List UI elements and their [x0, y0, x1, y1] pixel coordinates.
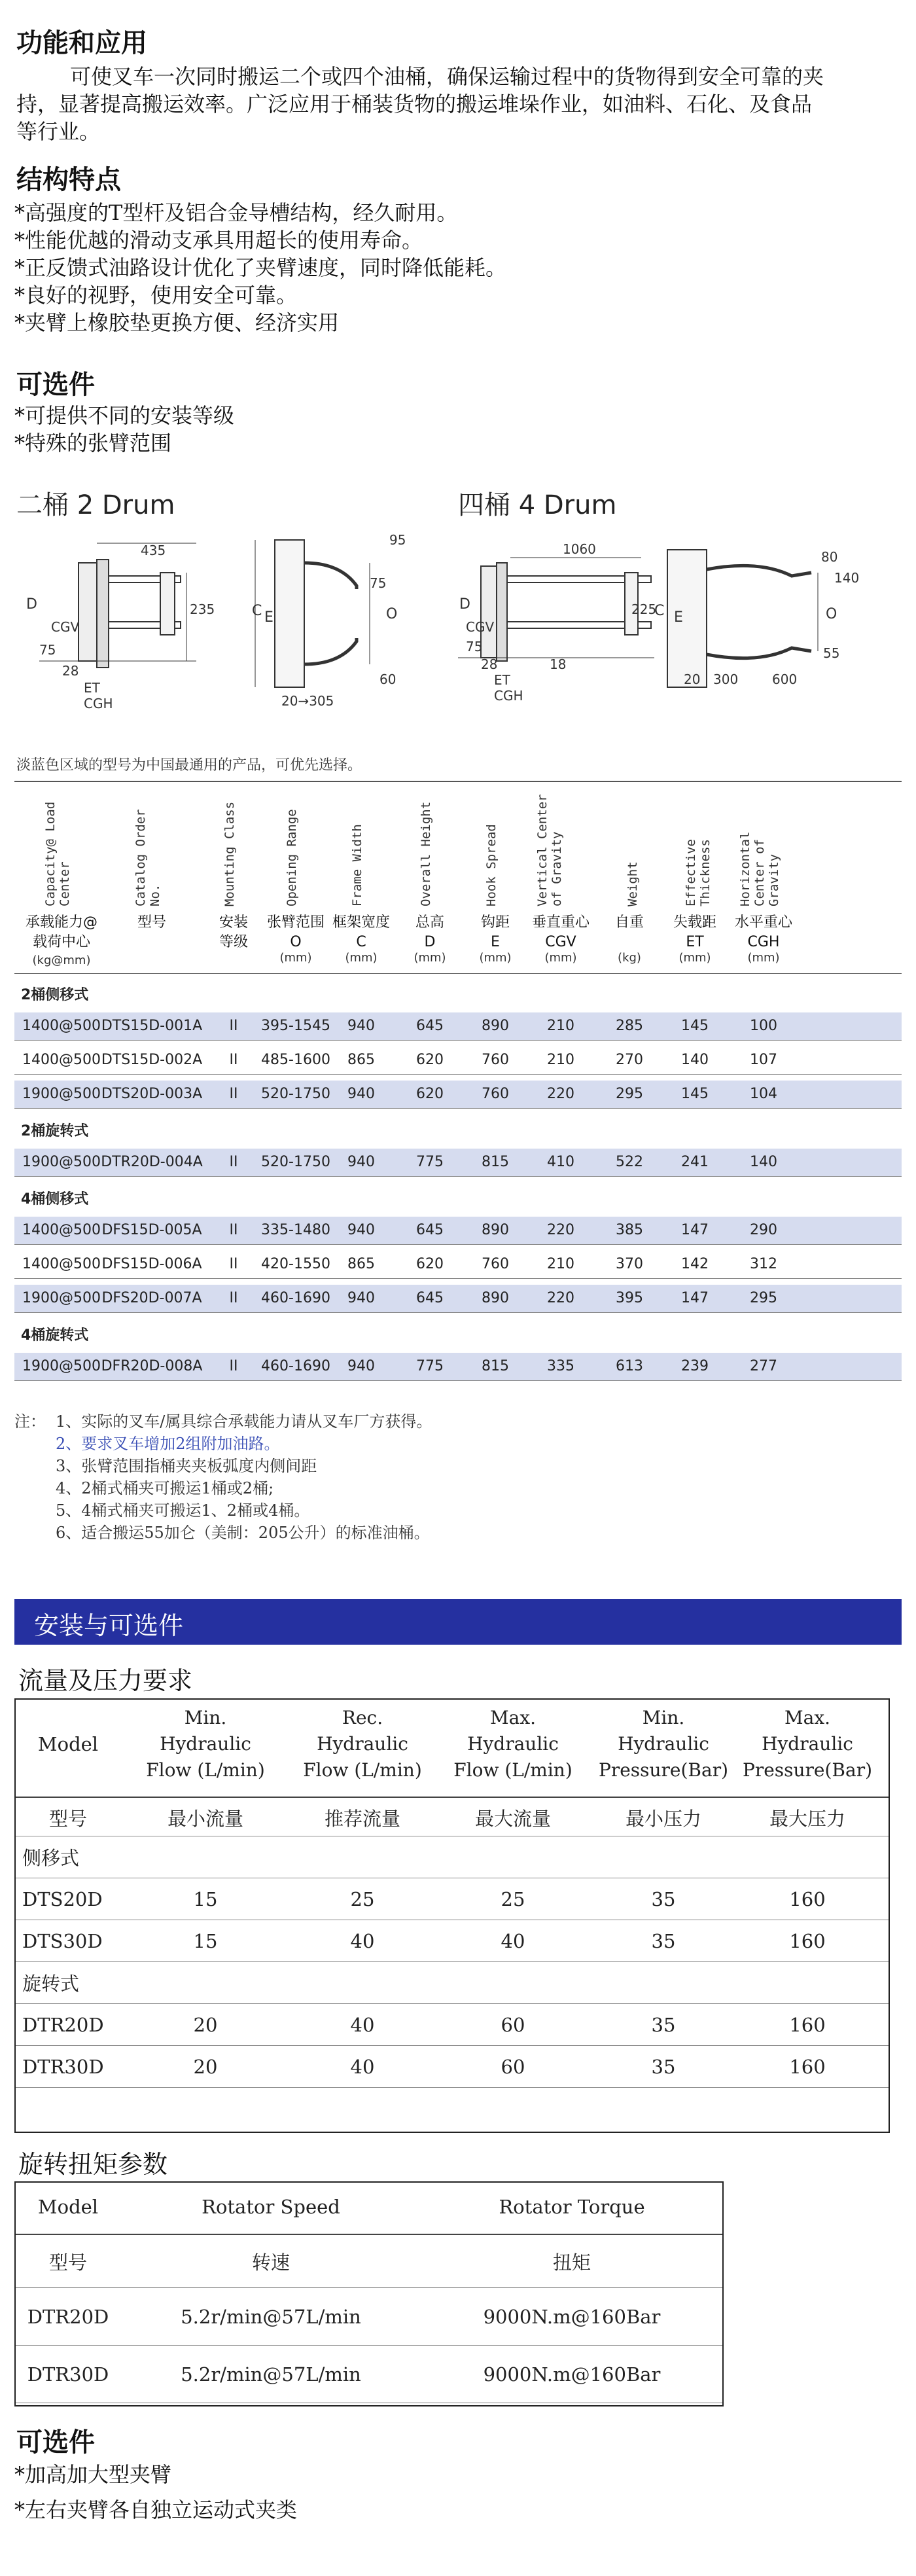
flow-rule [16, 1961, 889, 1962]
spec-cell: 485-1600 [261, 1052, 330, 1068]
torque-cell: DTR20D [27, 2306, 109, 2328]
dim-225: 225 [631, 601, 657, 617]
dim-CGH: CGH [84, 696, 113, 711]
four-drum-front-view [667, 550, 818, 687]
spec-unit: (kg@mm) [32, 954, 91, 967]
spec-group-label: 4桶旋转式 [21, 1327, 89, 1344]
spec-en-header-text: Capacity@ Load Center [43, 801, 72, 906]
torque-rule [16, 2234, 722, 2235]
spec-cell: 760 [482, 1256, 509, 1272]
spec-cell: 620 [416, 1052, 444, 1068]
flow-en-header: Min. Hydraulic Flow (L/min) [146, 1707, 265, 1781]
spec-cell: 100 [750, 1018, 777, 1034]
flow-rule [16, 2087, 889, 2088]
spec-group-label: 2桶旋转式 [21, 1123, 89, 1139]
spec-zh-header: 水平重心 CGH [734, 914, 792, 950]
flow-group-label: 侧移式 [22, 1847, 80, 1869]
spec-cell: 1900@500 [22, 1154, 101, 1170]
spec-cell: 620 [416, 1086, 444, 1102]
section-band-title: 安装与可选件 [34, 1611, 184, 1640]
spec-cell: 460-1690 [261, 1290, 330, 1306]
dim-28: 28 [62, 663, 79, 679]
dim-C-4: C [654, 603, 665, 619]
spec-cell: II [229, 1018, 238, 1034]
spec-header-rule [14, 973, 902, 974]
spec-en-header-text: Catalog Order No. [133, 809, 162, 906]
note-item: 1、实际的叉车/属具综合承载能力请从叉车厂方获得。 [56, 1412, 432, 1431]
spec-cell: 370 [616, 1256, 643, 1272]
spec-cell: 620 [416, 1256, 444, 1272]
spec-cell: II [229, 1290, 238, 1306]
dim-300: 300 [713, 671, 739, 687]
spec-row [14, 1046, 902, 1075]
spec-row [14, 1353, 902, 1381]
spec-cell: II [229, 1358, 238, 1374]
flow-en-header: Model [37, 1733, 99, 1755]
flow-cell: 40 [350, 2014, 375, 2036]
spec-cell: 270 [616, 1052, 643, 1068]
spec-unit: (kg) [618, 951, 641, 965]
spec-en-header-text: Horizontal Center of Gravity [738, 831, 781, 906]
dim-CGH-4: CGH [494, 688, 523, 704]
feature-item: *良好的视野，使用安全可靠。 [14, 283, 298, 308]
note-item: 2、要求叉车增加2组附加油路。 [56, 1435, 280, 1453]
spec-cell: 775 [416, 1154, 444, 1170]
spec-zh-header: 张臂范围 O [266, 914, 325, 950]
spec-zh-header: 总高 D [415, 914, 444, 950]
spec-row [14, 1149, 902, 1177]
dim-ET: ET [84, 680, 100, 696]
spec-cell: II [229, 1154, 238, 1170]
flow-en-header: Rec. Hydraulic Flow (L/min) [303, 1707, 422, 1781]
spec-en-header [414, 782, 453, 906]
spec-cell: 285 [616, 1018, 643, 1034]
flow-cell: 20 [193, 2056, 218, 2078]
flow-title: 流量及压力要求 [18, 1666, 193, 1695]
flow-en-header: Max. Hydraulic Pressure(Bar) [742, 1707, 873, 1781]
spec-group-label: 4桶侧移式 [21, 1191, 89, 1208]
spec-cell: 460-1690 [261, 1358, 330, 1374]
dim-235: 235 [190, 601, 215, 617]
dim-75-4: 75 [466, 639, 483, 654]
spec-cell: 645 [416, 1222, 444, 1238]
spec-unit: (mm) [747, 951, 780, 965]
spec-en-header [678, 782, 718, 906]
dim-O: O [386, 606, 398, 622]
spec-cell: 220 [547, 1086, 574, 1102]
spec-zh-header: 承载能力@ 载荷中心 [25, 914, 97, 950]
spec-cell: DTS20D-003A [101, 1086, 203, 1102]
torque-zh-header: 扭矩 [552, 2251, 591, 2274]
torque-en-header: Rotator Torque [499, 2196, 645, 2218]
spec-cell: 940 [347, 1290, 375, 1306]
spec-cell: 890 [482, 1222, 509, 1238]
note-item: 6、适合搬运55加仑（美制：205公升）的标准油桶。 [56, 1524, 430, 1542]
spec-row [14, 1012, 902, 1041]
spec-cell: 520-1750 [261, 1154, 330, 1170]
spec-cell: 385 [616, 1222, 643, 1238]
spec-cell: 815 [482, 1358, 509, 1374]
spec-en-header-text: Vertical Center of Gravity [535, 794, 564, 906]
spec-zh-header: 自重 [614, 914, 644, 931]
options2-list [14, 2461, 297, 2524]
two-drum-title: 二桶 2 Drum [16, 490, 175, 520]
spec-zh-header: 失载距 ET [673, 914, 716, 950]
spec-cell: DTS15D-002A [101, 1052, 203, 1068]
spec-cell: 815 [482, 1154, 509, 1170]
spec-en-header [135, 782, 175, 906]
dim-O-4: O [826, 606, 837, 622]
flow-cell: 160 [789, 2056, 826, 2078]
spec-cell: 1900@500 [22, 1358, 101, 1374]
spec-cell: 140 [681, 1052, 709, 1068]
flow-en-header: Max. Hydraulic Flow (L/min) [453, 1707, 572, 1781]
dim-28-4: 28 [481, 656, 498, 672]
flow-cell: DTR20D [22, 2014, 104, 2036]
spec-en-header [217, 782, 256, 906]
spec-cell: 210 [547, 1018, 574, 1034]
spec-cell: 142 [681, 1256, 709, 1272]
spec-en-header-text: Weight [625, 861, 640, 906]
flow-cell: DTS30D [22, 1930, 103, 1952]
spec-row [14, 1217, 902, 1245]
flow-cell: 160 [789, 1888, 826, 1910]
spec-unit: (mm) [479, 951, 512, 965]
note-item: 4、2桶式桶夹可搬运1桶或2桶; [56, 1479, 274, 1497]
spec-row [14, 1285, 902, 1313]
flow-rule [16, 1797, 889, 1798]
spec-cell: DFR20D-008A [101, 1358, 203, 1374]
spec-cell: 1900@500 [22, 1290, 101, 1306]
torque-cell: 5.2r/min@57L/min [181, 2363, 361, 2386]
torque-cell: 9000N.m@160Bar [483, 2363, 661, 2386]
technical-drawings [0, 524, 916, 720]
intro-line: 可使叉车一次同时搬运二个或四个油桶，确保运输过程中的货物得到安全可靠的夹 [70, 64, 824, 89]
spec-cell: 1400@500 [22, 1052, 101, 1068]
torque-cell: DTR30D [27, 2363, 109, 2386]
torque-zh-header: 型号 [48, 2251, 87, 2274]
spec-cell: 147 [681, 1290, 709, 1306]
note-item: 5、4桶式桶夹可搬运1、2桶或4桶。 [56, 1501, 310, 1520]
option2-item: *左右夹臂各自独立运动式夹类 [14, 2497, 298, 2522]
spec-cell: 395-1545 [261, 1018, 330, 1034]
dim-55: 55 [823, 645, 840, 661]
spec-cell: 107 [750, 1052, 777, 1068]
spec-cell: 940 [347, 1358, 375, 1374]
flow-zh-header: 推荐流量 [324, 1808, 400, 1830]
spec-cell: 1900@500 [22, 1086, 101, 1102]
spec-cell: 210 [547, 1256, 574, 1272]
spec-cell: 940 [347, 1086, 375, 1102]
dim-1060: 1060 [563, 541, 596, 557]
feature-item: *正反馈式油路设计优化了夹臂速度，同时降低能耗。 [14, 255, 507, 280]
spec-cell: 277 [750, 1358, 777, 1374]
spec-cell: 522 [616, 1154, 643, 1170]
spec-cell: 147 [681, 1222, 709, 1238]
flow-rule [16, 2003, 889, 2004]
torque-cell: 5.2r/min@57L/min [181, 2306, 361, 2328]
option-item: *可提供不同的安装等级 [14, 403, 235, 428]
spec-zh-header: 型号 [137, 914, 166, 931]
flow-zh-header: 最大流量 [474, 1808, 551, 1830]
spec-cell: 890 [482, 1290, 509, 1306]
dim-CGV-4: CGV [466, 619, 495, 635]
spec-cell: 145 [681, 1018, 709, 1034]
dim-D-4: D [459, 596, 470, 613]
spec-en-header-text: Mounting Class [222, 801, 237, 906]
flow-zh-header: 最大压力 [769, 1808, 845, 1830]
spec-cell: 395 [616, 1290, 643, 1306]
dim-20-305: 20→305 [281, 693, 334, 709]
torque-cell: 9000N.m@160Bar [483, 2306, 661, 2328]
spec-en-header-text: Frame Width [350, 824, 364, 906]
flow-cell: 35 [651, 1888, 676, 1910]
dim-E-4: E [674, 609, 683, 626]
notes-label: 注： [14, 1412, 46, 1431]
intro-line: 等行业。 [16, 119, 101, 144]
flow-en-header: Min. Hydraulic Pressure(Bar) [598, 1707, 729, 1781]
spec-cell: II [229, 1052, 238, 1068]
flow-cell: 35 [651, 1930, 676, 1952]
flow-cell: 25 [350, 1888, 375, 1910]
options-title: 可选件 [16, 370, 95, 400]
spec-en-header-text: Opening Range [285, 809, 299, 906]
torque-zh-header: 转速 [251, 2251, 290, 2274]
spec-en-header [613, 782, 652, 906]
spec-en-header [279, 782, 319, 906]
spec-en-header [738, 782, 786, 906]
options2-title: 可选件 [16, 2427, 95, 2458]
spec-unit: (mm) [544, 951, 577, 965]
spec-cell: DFS15D-006A [101, 1256, 202, 1272]
flow-cell: DTR30D [22, 2056, 104, 2078]
spec-cell: 775 [416, 1358, 444, 1374]
spec-cell: 410 [547, 1154, 574, 1170]
spec-cell: 940 [347, 1222, 375, 1238]
torque-rule [16, 2287, 722, 2288]
spec-cell: 335 [547, 1358, 574, 1374]
spec-zh-header: 框架宽度 C [332, 914, 390, 950]
spec-cell: DFS15D-005A [101, 1222, 202, 1238]
dim-80: 80 [821, 549, 838, 565]
flow-cell: 60 [501, 2014, 525, 2036]
spec-cell: 295 [616, 1086, 643, 1102]
dim-E: E [264, 609, 273, 626]
spec-zh-header: 安装 等级 [219, 914, 248, 950]
dim-95: 95 [389, 532, 406, 548]
spec-cell: 239 [681, 1358, 709, 1374]
flow-zh-header: 最小流量 [167, 1808, 243, 1830]
intro-title: 功能和应用 [16, 28, 147, 58]
dim-20: 20 [684, 671, 701, 687]
flow-cell: 40 [501, 1930, 525, 1952]
note-item: 3、张臂范围指桶夹夹板弧度内侧间距 [56, 1457, 317, 1475]
torque-title: 旋转扭矩参数 [18, 2150, 168, 2179]
spec-cell: 1400@500 [22, 1256, 101, 1272]
intro-line: 持，显著提高搬运效率。广泛应用于桶装货物的搬运堆垛作业，如油料、石化、及食品 [16, 92, 813, 116]
flow-cell: 20 [193, 2014, 218, 2036]
flow-cell: DTS20D [22, 1888, 103, 1910]
flow-cell: 60 [501, 2056, 525, 2078]
spec-cell: 140 [750, 1154, 777, 1170]
dim-C: C [252, 603, 262, 619]
spec-cell: 220 [547, 1290, 574, 1306]
four-drum-side-view [458, 558, 657, 661]
flow-zh-header: 最小压力 [625, 1808, 701, 1830]
flow-zh-header: 型号 [48, 1808, 87, 1830]
spec-cell: DTS15D-001A [101, 1018, 203, 1034]
spec-cell: 865 [347, 1256, 375, 1272]
spec-cell: 760 [482, 1086, 509, 1102]
torque-table [14, 2181, 724, 2406]
notes-list [56, 1410, 432, 1544]
spec-cell: 335-1480 [261, 1222, 330, 1238]
flow-cell: 35 [651, 2014, 676, 2036]
spec-cell: 760 [482, 1052, 509, 1068]
section-band [14, 1599, 902, 1645]
spec-cell: 1400@500 [22, 1222, 101, 1238]
feature-item: *夹臂上橡胶垫更换方便、经济实用 [14, 310, 340, 335]
torque-en-header: Rotator Speed [202, 2196, 340, 2218]
spec-cell: 940 [347, 1018, 375, 1034]
spec-row [14, 1081, 902, 1109]
spec-cell: 645 [416, 1290, 444, 1306]
dim-CGV: CGV [51, 619, 80, 635]
dim-18: 18 [550, 656, 567, 672]
spec-cell: 104 [750, 1086, 777, 1102]
dim-600: 600 [772, 671, 798, 687]
dim-140: 140 [834, 570, 860, 586]
spec-cell: 890 [482, 1018, 509, 1034]
spec-cell: 220 [547, 1222, 574, 1238]
spec-cell: 241 [681, 1154, 709, 1170]
spec-unit: (mm) [678, 951, 711, 965]
spec-unit: (mm) [345, 951, 378, 965]
dim-435: 435 [141, 543, 166, 558]
flow-cell: 35 [651, 2056, 676, 2078]
flow-rule [16, 2045, 889, 2046]
spec-en-header [345, 782, 384, 906]
spec-en-header-text: Effective Thickness [684, 839, 713, 906]
torque-rule [16, 2345, 722, 2346]
feature-item: *性能优越的滑动支承具用超长的使用寿命。 [14, 228, 423, 253]
spec-cell: DTR20D-004A [101, 1154, 203, 1170]
flow-cell: 40 [350, 1930, 375, 1952]
dim-75b: 75 [370, 575, 387, 591]
flow-cell: 160 [789, 2014, 826, 2036]
spec-cell: 613 [616, 1358, 643, 1374]
spec-cell: 295 [750, 1290, 777, 1306]
spec-cell: 312 [750, 1256, 777, 1272]
option-item: *特殊的张臂范围 [14, 431, 172, 456]
options-list [14, 402, 234, 457]
torque-en-header: Model [37, 2196, 99, 2218]
four-drum-title: 四桶 4 Drum [458, 490, 617, 520]
spec-en-header [479, 782, 518, 906]
flow-cell: 40 [350, 2056, 375, 2078]
dim-ET-4: ET [494, 672, 510, 688]
spec-zh-header: 垂直重心 CGV [531, 914, 590, 950]
spec-cell: 940 [347, 1154, 375, 1170]
spec-en-header [535, 782, 584, 906]
feature-item: *高强度的T型杆及铝合金导槽结构，经久耐用。 [14, 200, 458, 225]
spec-zh-header: 钩距 E [480, 914, 510, 950]
spec-en-header-text: Overall Height [419, 801, 433, 906]
flow-table [14, 1698, 890, 2133]
spec-cell: 520-1750 [261, 1086, 330, 1102]
flow-cell: 15 [193, 1888, 218, 1910]
option2-item: *加高加大型夹臂 [14, 2462, 172, 2487]
spec-cell: II [229, 1256, 238, 1272]
dim-75: 75 [39, 642, 56, 658]
flow-cell: 25 [501, 1888, 525, 1910]
dim-D: D [26, 596, 37, 613]
spec-unit: (mm) [279, 951, 312, 965]
spec-cell: 145 [681, 1086, 709, 1102]
dim-60: 60 [379, 671, 396, 687]
spec-cell: DFS20D-007A [101, 1290, 202, 1306]
two-drum-side-view [39, 543, 196, 668]
spec-row [14, 1251, 902, 1279]
spec-cell: 1400@500 [22, 1018, 101, 1034]
spec-cell: 865 [347, 1052, 375, 1068]
intro-paragraph [16, 63, 906, 145]
flow-cell: 15 [193, 1930, 218, 1952]
spec-cell: 210 [547, 1052, 574, 1068]
spec-cell: 420-1550 [261, 1256, 330, 1272]
spec-en-header-text: Hook Spread [484, 824, 499, 906]
flow-group-label: 旋转式 [22, 1973, 80, 1995]
spec-cell: 290 [750, 1222, 777, 1238]
spec-cell: II [229, 1086, 238, 1102]
features-title: 结构特点 [16, 165, 121, 195]
spec-en-header [45, 782, 84, 906]
spec-table [14, 782, 902, 1397]
spec-group-label: 2桶侧移式 [21, 987, 89, 1003]
spec-cell: II [229, 1222, 238, 1238]
spec-cell: 645 [416, 1018, 444, 1034]
flow-cell: 160 [789, 1930, 826, 1952]
spec-note: 淡蓝色区域的型号为中国最通用的产品，可优先选择。 [16, 757, 362, 774]
features-list [14, 199, 506, 336]
spec-unit: (mm) [414, 951, 446, 965]
